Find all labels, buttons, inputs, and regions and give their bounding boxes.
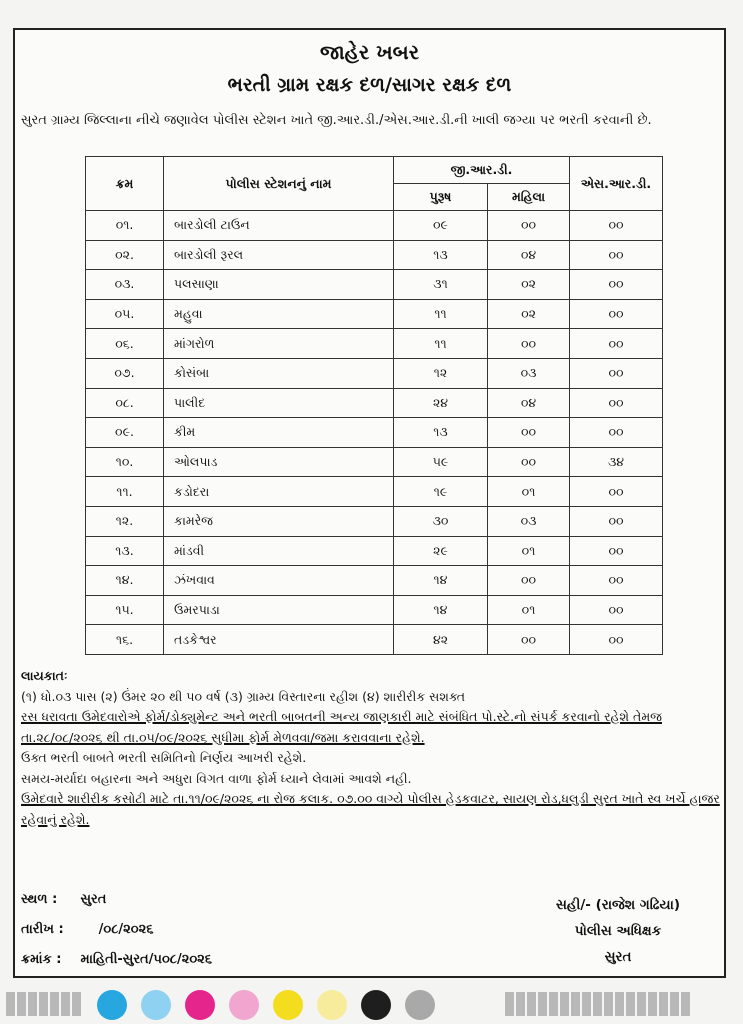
grd-male-cell: ૦૯ bbox=[394, 211, 488, 241]
grd-female-cell: ૦૦ bbox=[488, 329, 570, 359]
registration-dot bbox=[317, 990, 347, 1020]
srd-cell: ૦૦ bbox=[570, 270, 663, 300]
grd-female-cell: ૦૦ bbox=[488, 625, 570, 655]
row-number-cell: ૧૫. bbox=[86, 595, 164, 625]
grd-male-cell: ૧૧ bbox=[394, 299, 488, 329]
physical-test-note: ઉમેદવારે શારીરીક કસોટી માટે તા.૧૧/૦૯/૨૦૨૬ ના રોજ કલાક. ૦૭.૦૦ વાગ્યે પોલીસ હેડકવાટર, સાયણ રોડ,ધલુડી સુરત ખાતે સ્વ ખર્ચે હાજર રહેવાનું રહેશે. bbox=[21, 791, 720, 827]
grd-female-cell: ૦૩ bbox=[488, 358, 570, 388]
grd-male-cell: ૨૯ bbox=[394, 536, 488, 566]
notice-heading: જાહેર ખબર bbox=[319, 40, 420, 64]
grd-female-cell: ૦૦ bbox=[488, 211, 570, 241]
srd-cell: ૦૦ bbox=[570, 477, 663, 507]
srd-cell: ૦૦ bbox=[570, 211, 663, 241]
column-header-grd: જી.આર.ડી. bbox=[394, 157, 570, 184]
station-name-cell: માંગરોળ bbox=[164, 329, 394, 359]
table-row bbox=[86, 329, 663, 359]
grd-female-cell: ૦૦ bbox=[488, 447, 570, 477]
date-value: /૦૮/૨૦૨૬ bbox=[98, 922, 154, 937]
station-name-cell: ઓલપાડ bbox=[164, 447, 394, 477]
srd-cell: ૩૪ bbox=[570, 447, 663, 477]
table-row bbox=[86, 506, 663, 536]
table-row bbox=[86, 211, 663, 241]
table-row bbox=[86, 536, 663, 566]
station-name-cell: તડકેશ્વર bbox=[164, 625, 394, 655]
srd-cell: ૦૦ bbox=[570, 299, 663, 329]
grd-female-cell: ૦૪ bbox=[488, 240, 570, 270]
column-header-female: મહિલા bbox=[488, 184, 570, 211]
table-row bbox=[86, 447, 663, 477]
grd-female-cell: ૦૨ bbox=[488, 270, 570, 300]
grd-male-cell: ૧૩ bbox=[394, 418, 488, 448]
grd-female-cell: ૦૧ bbox=[488, 595, 570, 625]
grd-male-cell: ૧૨ bbox=[394, 358, 488, 388]
table-row bbox=[86, 595, 663, 625]
ref-label: ક્રમાંક : bbox=[21, 952, 62, 967]
table-row bbox=[86, 625, 663, 655]
grd-female-cell: ૦૨ bbox=[488, 299, 570, 329]
row-number-cell: ૧૨. bbox=[86, 506, 164, 536]
row-number-cell: ૦૮. bbox=[86, 388, 164, 418]
grd-female-cell: ૦૦ bbox=[488, 418, 570, 448]
srd-cell: ૦૦ bbox=[570, 418, 663, 448]
print-registration-strip bbox=[0, 988, 743, 1020]
application-instructions: રસ ધરાવતા ઉમેદવારોએ ફોર્મ/ડોક્યુમેન્ટ અને ભરતી બાબતની અન્ય જાણકારી માટે સંબંધિત પો.સ્ટે.નો સંપર્ક કરવાનો રહેશે તેમજ તા.૨૮/૦૮/૨૦૨૬ થી તા.૦૫/૦૯/૨૦૨૬ સુધીમા ફોર્મ મેળવવા/જમા કરાવવાના રહેશે. bbox=[21, 709, 662, 745]
table-row bbox=[86, 388, 663, 418]
qualifications-section bbox=[21, 666, 725, 830]
station-name-cell: કડોદરા bbox=[164, 477, 394, 507]
srd-cell: ૦૦ bbox=[570, 595, 663, 625]
srd-cell: ૦૦ bbox=[570, 566, 663, 596]
table-row bbox=[86, 358, 663, 388]
station-name-cell: ઝંખવાવ bbox=[164, 566, 394, 596]
vacancy-table bbox=[85, 156, 663, 655]
srd-cell: ૦૦ bbox=[570, 388, 663, 418]
committee-decision-note: ઉક્ત ભરતી બાબતે ભરતી સમિતિનો નિર્ણય આખરી રહેશે. bbox=[21, 750, 307, 765]
registration-dot bbox=[97, 990, 127, 1020]
grd-female-cell: ૦૩ bbox=[488, 506, 570, 536]
grd-female-cell: ૦૧ bbox=[488, 536, 570, 566]
grd-male-cell: ૧૪ bbox=[394, 566, 488, 596]
row-number-cell: ૧૦. bbox=[86, 447, 164, 477]
grey-bars-left bbox=[6, 992, 83, 1016]
station-name-cell: ઉમરપાડા bbox=[164, 595, 394, 625]
registration-dot bbox=[141, 990, 171, 1020]
srd-cell: ૦૦ bbox=[570, 536, 663, 566]
registration-dot bbox=[273, 990, 303, 1020]
grd-male-cell: ૧૯ bbox=[394, 477, 488, 507]
station-name-cell: મહુવા bbox=[164, 299, 394, 329]
station-name-cell: પાલીદ bbox=[164, 388, 394, 418]
row-number-cell: ૦૬. bbox=[86, 329, 164, 359]
grd-male-cell: ૫૯ bbox=[394, 447, 488, 477]
srd-cell: ૦૦ bbox=[570, 625, 663, 655]
row-number-cell: ૦૧. bbox=[86, 211, 164, 241]
srd-cell: ૦૦ bbox=[570, 329, 663, 359]
registration-dot bbox=[185, 990, 215, 1020]
table-row bbox=[86, 299, 663, 329]
row-number-cell: ૦૩. bbox=[86, 270, 164, 300]
registration-dot bbox=[405, 990, 435, 1020]
qualifications-line: (૧) ધો.૦૩ પાસ (૨) ઉંમર ૨૦ થી ૫૦ વર્ષ (૩) ગ્રામ્ય વિસ્તારના રહીશ (૪) શારીરીક સશક્ત bbox=[21, 688, 466, 704]
station-name-cell: માંડવી bbox=[164, 536, 394, 566]
column-header-station: પોલીસ સ્ટેશનનું નામ bbox=[164, 157, 394, 211]
ref-value: માહિતી-સુરત/૫૦૮/૨૦૨૬ bbox=[80, 952, 213, 967]
grd-male-cell: ૧૪ bbox=[394, 595, 488, 625]
srd-cell: ૦૦ bbox=[570, 358, 663, 388]
station-name-cell: કામરેજ bbox=[164, 506, 394, 536]
row-number-cell: ૦૭. bbox=[86, 358, 164, 388]
row-number-cell: ૧૪. bbox=[86, 566, 164, 596]
signature-block bbox=[528, 892, 708, 970]
grd-female-cell: ૦૧ bbox=[488, 477, 570, 507]
table-row bbox=[86, 418, 663, 448]
grd-male-cell: ૧૧ bbox=[394, 329, 488, 359]
notice-meta bbox=[21, 885, 212, 975]
station-name-cell: કોસંબા bbox=[164, 358, 394, 388]
newspaper-notice bbox=[13, 28, 726, 978]
station-name-cell: કીમ bbox=[164, 418, 394, 448]
signatory-title: પોલીસ અધિક્ષક bbox=[574, 923, 662, 939]
grd-male-cell: ૨૪ bbox=[394, 388, 488, 418]
table-row bbox=[86, 240, 663, 270]
row-number-cell: ૦૨. bbox=[86, 240, 164, 270]
date-label: તારીખ : bbox=[21, 922, 64, 937]
registration-dot bbox=[361, 990, 391, 1020]
place-label: સ્થળ : bbox=[21, 892, 58, 907]
grd-male-cell: ૪૨ bbox=[394, 625, 488, 655]
srd-cell: ૦૦ bbox=[570, 240, 663, 270]
row-number-cell: ૦૫. bbox=[86, 299, 164, 329]
station-name-cell: બારડોલી રૂરલ bbox=[164, 240, 394, 270]
grd-female-cell: ૦૦ bbox=[488, 566, 570, 596]
srd-cell: ૦૦ bbox=[570, 506, 663, 536]
grd-female-cell: ૦૪ bbox=[488, 388, 570, 418]
vacancy-table-body bbox=[86, 211, 663, 655]
row-number-cell: ૧૧. bbox=[86, 477, 164, 507]
place-value: સુરત bbox=[80, 892, 107, 907]
column-header-srd: એસ.આર.ડી. bbox=[570, 157, 663, 211]
row-number-cell: ૧૩. bbox=[86, 536, 164, 566]
grd-male-cell: ૧૩ bbox=[394, 240, 488, 270]
table-row bbox=[86, 477, 663, 507]
deadline-note: સમય-મર્યાદા બહારના અને અધુરા વિગત વાળા ફોર્મ ધ્યાને લેવામાં આવશે નહી. bbox=[21, 770, 412, 786]
registration-dot bbox=[229, 990, 259, 1020]
grd-male-cell: ૩૦ bbox=[394, 506, 488, 536]
signatory-place: સુરત bbox=[604, 949, 632, 965]
notice-intro: સુરત ગ્રામ્ય જિલ્લાના નીચે જણાવેલ પોલીસ સ્ટેશન ખાતે જી.આર.ડી./એસ.આર.ડી.ની ખાલી જગ્યા પર ભરતી કરવાની છે. bbox=[21, 113, 652, 128]
row-number-cell: ૦૯. bbox=[86, 418, 164, 448]
station-name-cell: પલસાણા bbox=[164, 270, 394, 300]
row-number-cell: ૧૬. bbox=[86, 625, 164, 655]
table-row bbox=[86, 566, 663, 596]
column-header-male: પુરૂષ bbox=[394, 184, 488, 211]
station-name-cell: બારડોલી ટાઉન bbox=[164, 211, 394, 241]
signature-line: સહી/- (રાજેશ ગઢિયા) bbox=[555, 897, 681, 913]
grey-bars-right bbox=[505, 992, 692, 1016]
column-header-no: ક્રમ bbox=[86, 157, 164, 211]
grd-male-cell: ૩૧ bbox=[394, 270, 488, 300]
qualifications-heading: લાયકાતઃ bbox=[21, 668, 68, 683]
notice-subheading: ભરતી ગ્રામ રક્ષક દળ/સાગર રક્ષક દળ bbox=[227, 74, 512, 96]
table-row bbox=[86, 270, 663, 300]
